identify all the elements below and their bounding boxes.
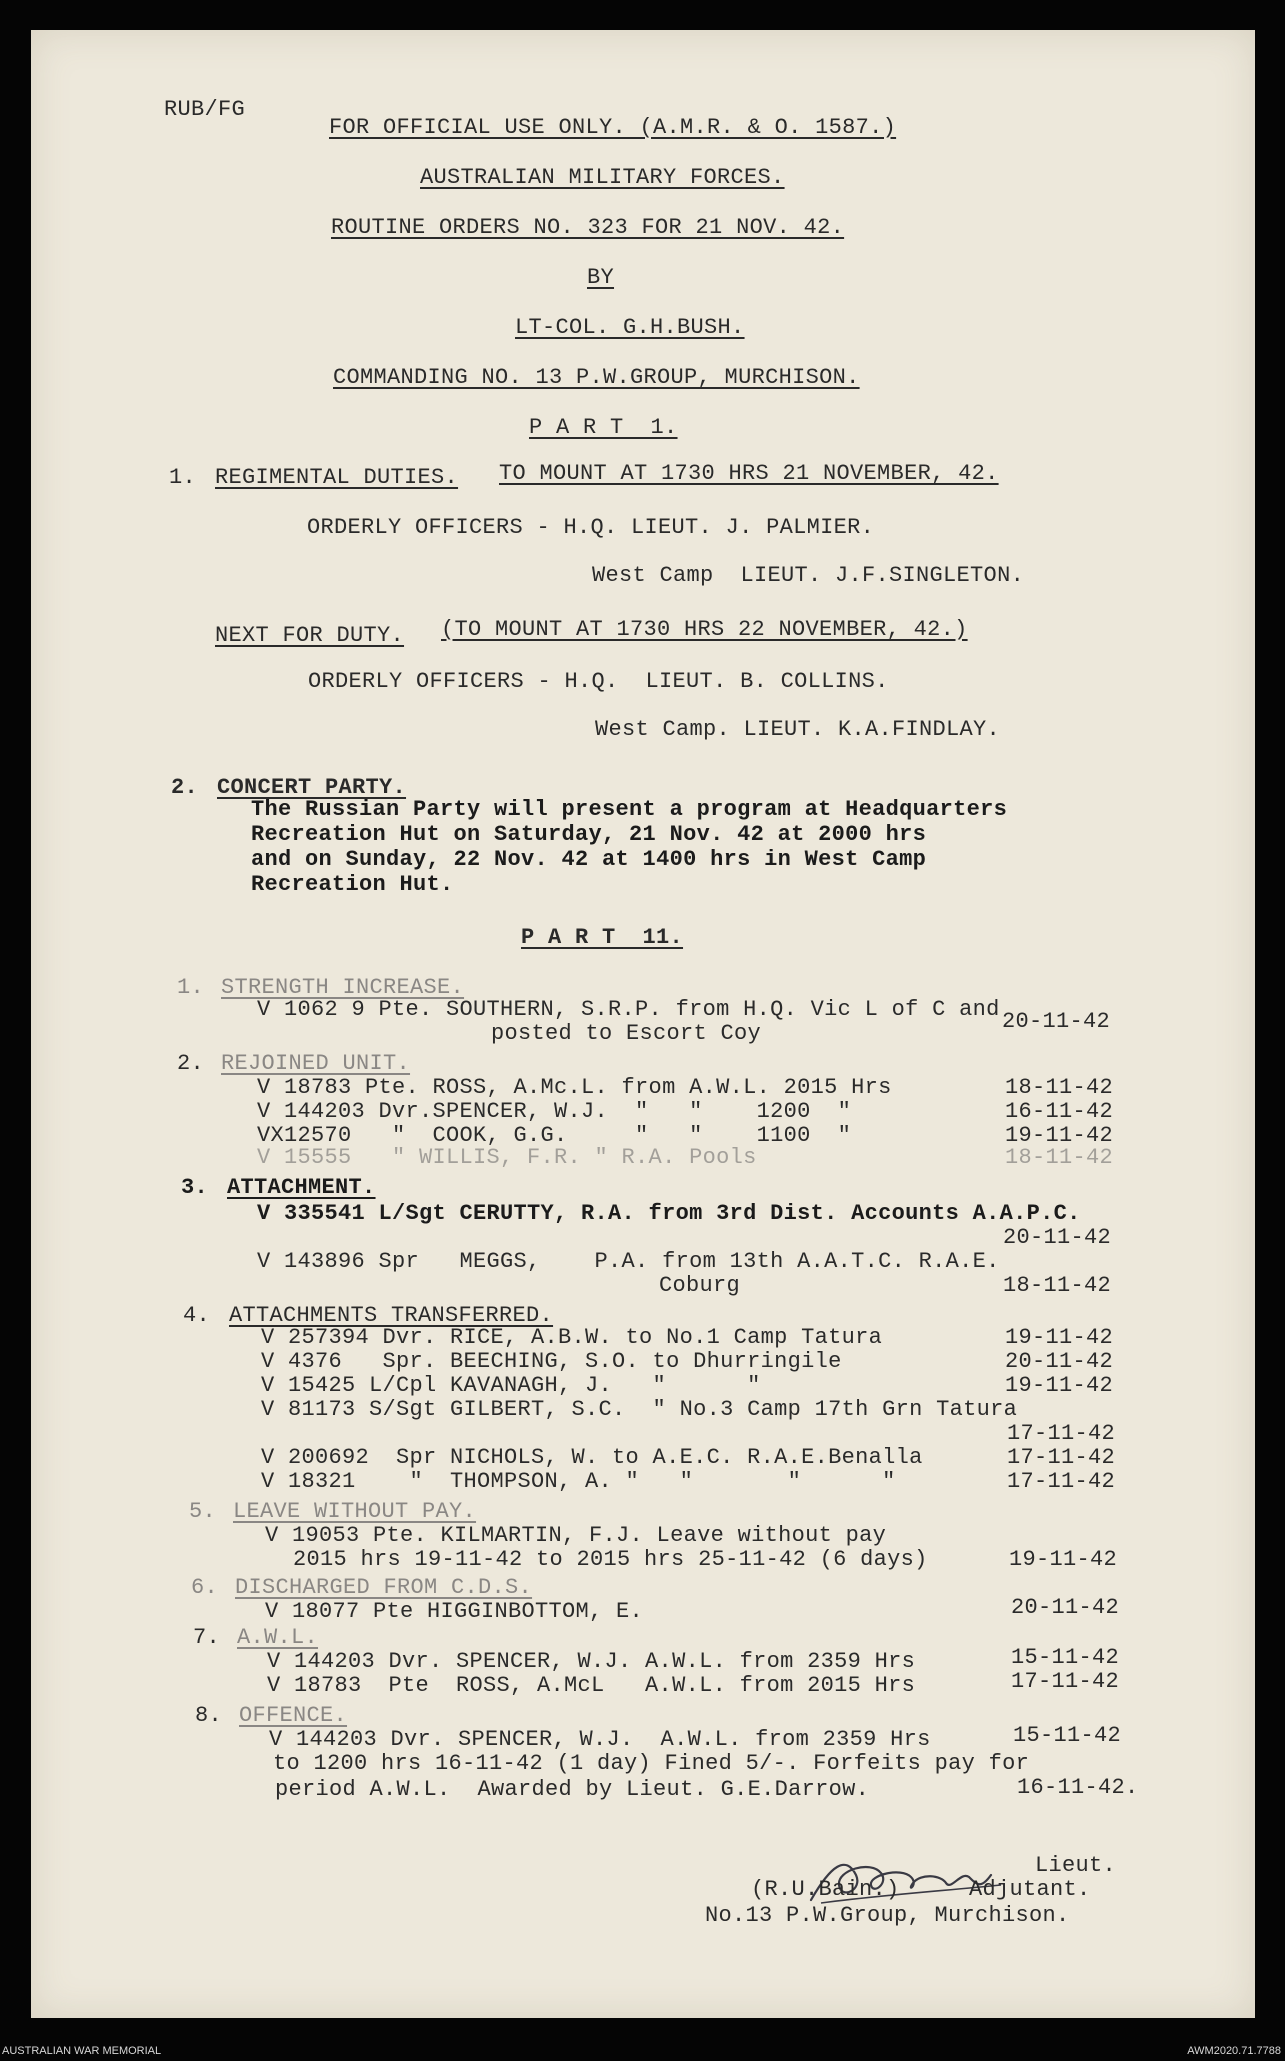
section-number: 7. xyxy=(193,1625,221,1650)
part-11-title: P A R T 11. xyxy=(521,925,684,950)
section-number: 2. xyxy=(171,775,199,800)
section-number: 5. xyxy=(189,1499,217,1524)
rejoined-date: 16-11-42 xyxy=(1005,1099,1114,1124)
transferred-row: V 15425 L/Cpl KAVANAGH, J. " " xyxy=(261,1373,761,1398)
leave-date: 19-11-42 xyxy=(1009,1547,1118,1572)
signature-role: Adjutant. xyxy=(969,1877,1091,1902)
orderly-officers-hq: ORDERLY OFFICERS - H.Q. LIEUT. J. PALMIER. xyxy=(307,515,875,540)
rejoined-date: 18-11-42 xyxy=(1005,1075,1114,1100)
strength-date: 20-11-42 xyxy=(1002,1009,1111,1034)
section-number: 8. xyxy=(195,1703,223,1728)
document-sheet xyxy=(31,30,1255,2018)
strength-increase-title: STRENGTH INCREASE. xyxy=(221,975,465,1000)
transferred-row: V 4376 Spr. BEECHING, S.O. to Dhurringile xyxy=(261,1349,842,1374)
offence-line: to 1200 hrs 16-11-42 (1 day) Fined 5/-. Forfeits pay for xyxy=(273,1751,1030,1776)
concert-line: Recreation Hut on Saturday, 21 Nov. 42 at 2000 hrs xyxy=(251,822,927,847)
section-number: 1. xyxy=(169,465,197,490)
rejoined-date: 19-11-42 xyxy=(1005,1123,1114,1148)
attachment-date: 20-11-42 xyxy=(1003,1225,1112,1250)
rejoined-row: V 15555 " WILLIS, F.R. " R.A. Pools xyxy=(257,1145,757,1170)
section-number: 4. xyxy=(183,1303,211,1328)
section-number: 6. xyxy=(191,1575,219,1600)
rejoined-unit-title: REJOINED UNIT. xyxy=(221,1051,411,1076)
section-number: 3. xyxy=(181,1175,209,1200)
attachment-date: 18-11-42 xyxy=(1003,1273,1112,1298)
transferred-date: 19-11-42 xyxy=(1005,1373,1114,1398)
transferred-row: V 257394 Dvr. RICE, A.B.W. to No.1 Camp Tatura xyxy=(261,1325,883,1350)
attachment-title: ATTACHMENT. xyxy=(227,1175,376,1200)
transferred-row: V 200692 Spr NICHOLS, W. to A.E.C. R.A.E.Benalla xyxy=(261,1445,923,1470)
offence-date: 15-11-42 xyxy=(1013,1723,1122,1748)
offence-date: 16-11-42. xyxy=(1017,1775,1139,1800)
section-number: 1. xyxy=(177,975,205,1000)
leave-line: V 19053 Pte. KILMARTIN, F.J. Leave without pay xyxy=(265,1523,887,1548)
transferred-date: 20-11-42 xyxy=(1005,1349,1114,1374)
attachment-row-cont: Coburg xyxy=(659,1273,741,1298)
offence-line: period A.W.L. Awarded by Lieut. G.E.Darrow. xyxy=(275,1777,870,1802)
discharged-date: 20-11-42 xyxy=(1011,1595,1120,1620)
attachment-row: V 143896 Spr MEGGS, P.A. from 13th A.A.T.C. R.A.E. xyxy=(257,1249,1000,1274)
rejoined-date: 18-11-42 xyxy=(1005,1145,1114,1170)
transferred-row: V 18321 " THOMPSON, A. " " " " xyxy=(261,1469,896,1494)
transferred-date: 17-11-42 xyxy=(1007,1469,1116,1494)
discharged-title: DISCHARGED FROM C.D.S. xyxy=(235,1575,533,1600)
signature-unit: No.13 P.W.Group, Murchison. xyxy=(705,1903,1070,1928)
attachments-transferred-title: ATTACHMENTS TRANSFERRED. xyxy=(229,1303,554,1328)
leave-without-pay-title: LEAVE WITHOUT PAY. xyxy=(233,1499,477,1524)
strength-line: posted to Escort Coy xyxy=(491,1021,762,1046)
transferred-date: 17-11-42 xyxy=(1007,1445,1116,1470)
awl-row: V 18783 Pte ROSS, A.McL A.W.L. from 2015 Hrs xyxy=(267,1673,916,1698)
concert-party-title: CONCERT PARTY. xyxy=(217,775,407,800)
concert-line: The Russian Party will present a program at Headquarters xyxy=(251,797,1008,822)
footer-archive-name: AUSTRALIAN WAR MEMORIAL xyxy=(2,2045,162,2057)
official-use-heading: FOR OFFICIAL USE ONLY. (A.M.R. & O. 1587.) xyxy=(329,115,897,140)
next-mount-time: (TO MOUNT AT 1730 HRS 22 NOVEMBER, 42.) xyxy=(441,617,968,642)
section-number: 2. xyxy=(177,1051,205,1076)
part-1-title: P A R T 1. xyxy=(529,415,678,440)
reference-code: RUB/FG xyxy=(164,97,246,122)
leave-line: 2015 hrs 19-11-42 to 2015 hrs 25-11-42 (6 days) xyxy=(293,1547,928,1572)
discharged-line: V 18077 Pte HIGGINBOTTOM, E. xyxy=(265,1599,644,1624)
officer-heading: LT-COL. G.H.BUSH. xyxy=(515,315,745,340)
transferred-date: 19-11-42 xyxy=(1005,1325,1114,1350)
mount-time: TO MOUNT AT 1730 HRS 21 NOVEMBER, 42. xyxy=(499,461,999,486)
rejoined-row: V 144203 Dvr.SPENCER, W.J. " " 1200 " xyxy=(257,1099,852,1124)
awl-date: 15-11-42 xyxy=(1011,1645,1120,1670)
transferred-date: 17-11-42 xyxy=(1007,1421,1116,1446)
footer-accession-number: AWM2020.71.7788 xyxy=(1187,2045,1281,2057)
orders-heading: ROUTINE ORDERS NO. 323 FOR 21 NOV. 42. xyxy=(331,215,845,240)
transferred-row: V 81173 S/Sgt GILBERT, S.C. " No.3 Camp 17th Grn Tatura xyxy=(261,1397,1018,1422)
orderly-officers-west: West Camp LIEUT. J.F.SINGLETON. xyxy=(592,563,1025,588)
forces-heading: AUSTRALIAN MILITARY FORCES. xyxy=(420,165,785,190)
awl-date: 17-11-42 xyxy=(1011,1669,1120,1694)
signature-rank: Lieut. xyxy=(1035,1853,1117,1878)
regimental-duties-title: REGIMENTAL DUTIES. xyxy=(215,465,459,490)
offence-title: OFFENCE. xyxy=(239,1703,348,1728)
next-officers-hq: ORDERLY OFFICERS - H.Q. LIEUT. B. COLLINS. xyxy=(308,669,889,694)
rejoined-row: V 18783 Pte. ROSS, A.Mc.L. from A.W.L. 2015 Hrs xyxy=(257,1075,892,1100)
next-officers-west: West Camp. LIEUT. K.A.FINDLAY. xyxy=(595,717,1001,742)
concert-line: Recreation Hut. xyxy=(251,872,454,897)
strength-line: V 1062 9 Pte. SOUTHERN, S.R.P. from H.Q. Vic L of C and xyxy=(257,997,1000,1022)
concert-line: and on Sunday, 22 Nov. 42 at 1400 hrs in West Camp xyxy=(251,847,927,872)
command-heading: COMMANDING NO. 13 P.W.GROUP, MURCHISON. xyxy=(333,365,860,390)
attachment-row: V 335541 L/Sgt CERUTTY, R.A. from 3rd Dist. Accounts A.A.P.C. xyxy=(257,1201,1081,1226)
by-heading: BY xyxy=(587,265,615,290)
rejoined-row: VX12570 " COOK, G.G. " " 1100 " xyxy=(257,1123,852,1148)
awl-title: A.W.L. xyxy=(237,1625,319,1650)
next-for-duty-title: NEXT FOR DUTY. xyxy=(215,623,405,648)
offence-line: V 144203 Dvr. SPENCER, W.J. A.W.L. from 2359 Hrs xyxy=(269,1727,931,1752)
signature-name: (R.U.Bain.) xyxy=(751,1877,900,1902)
awl-row: V 144203 Dvr. SPENCER, W.J. A.W.L. from 2359 Hrs xyxy=(267,1649,916,1674)
